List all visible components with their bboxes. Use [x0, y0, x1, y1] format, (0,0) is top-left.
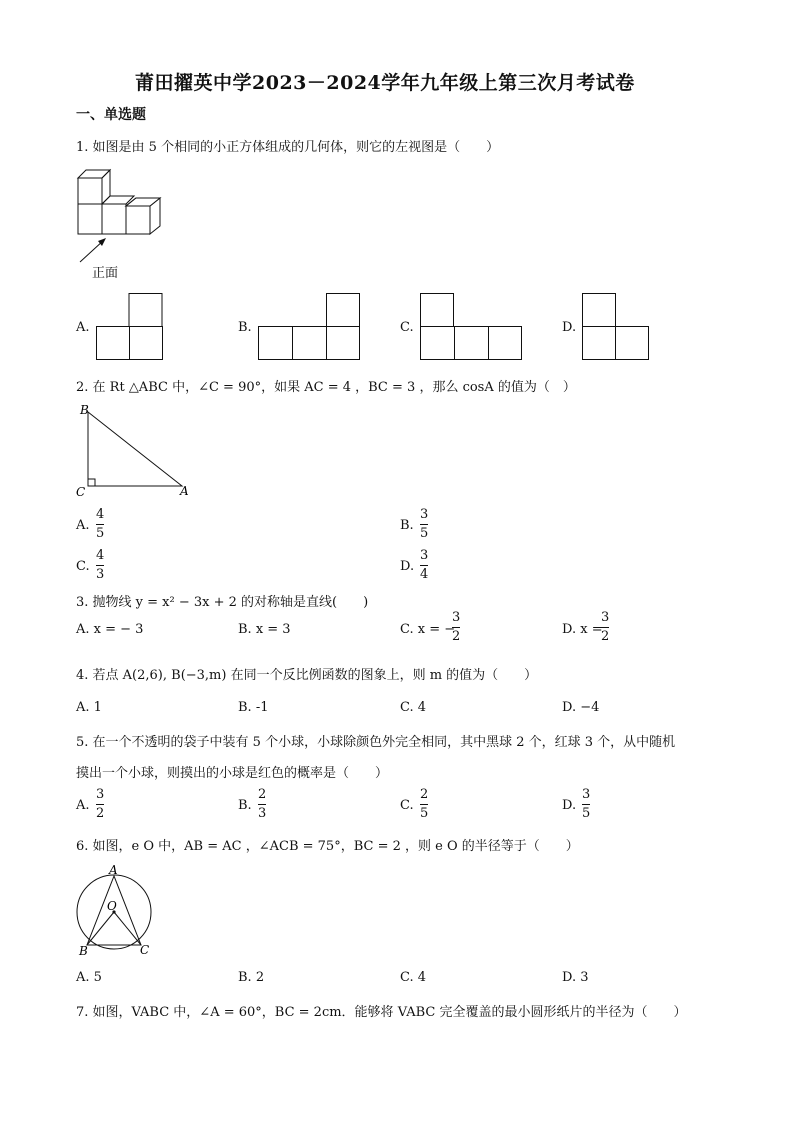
q1-option-b-figure[interactable] — [258, 293, 362, 361]
q2-option-b-fraction[interactable]: 3 5 — [420, 507, 429, 541]
q5-option-d-fraction[interactable]: 3 5 — [582, 787, 591, 821]
q3-option-a[interactable]: A. x = − 3 — [76, 622, 144, 637]
q6-option-d[interactable]: D. 3 — [562, 970, 589, 985]
q1-option-a-label: A. — [76, 320, 90, 335]
q2-vertex-a: A — [180, 484, 189, 498]
q6-vertex-b: B — [79, 944, 88, 958]
question-6-stem: 6. 如图，e O 中，AB = AC ，∠ACB = 75°，BC = 2 ，则 e O 的半径等于（ ） — [76, 839, 579, 854]
q5-option-b-fraction[interactable]: 2 3 — [258, 787, 267, 821]
q2-option-c-fraction[interactable]: 4 3 — [96, 548, 105, 582]
q1-option-b-label: B. — [238, 320, 252, 335]
q2-triangle-figure — [74, 402, 198, 498]
q6-vertex-a: A — [109, 863, 118, 877]
q4-option-b[interactable]: B. -1 — [238, 700, 269, 715]
q6-circle-figure — [74, 862, 158, 958]
q1-option-d-label: D. — [562, 320, 577, 335]
q1-option-d-figure[interactable] — [582, 293, 650, 361]
section-heading: 一、单选题 — [76, 107, 146, 123]
q5-option-c-fraction[interactable]: 2 5 — [420, 787, 429, 821]
q3-option-d[interactable]: D. x = — [562, 622, 603, 637]
q6-option-b[interactable]: B. 2 — [238, 970, 265, 985]
question-5-stem-line2: 摸出一个小球，则摸出的小球是红色的概率是（ ） — [76, 766, 389, 781]
page-title: 莆田擢英中学2023－2024学年九年级上第三次月考试卷 — [135, 72, 635, 94]
q4-option-c[interactable]: C. 4 — [400, 700, 427, 715]
question-5-stem-line1: 5. 在一个不透明的袋子中装有 5 个小球，小球除颜色外完全相同，其中黑球 2 个，红球 3 个，从中随机 — [76, 735, 676, 750]
q3-option-c[interactable]: C. x = − — [400, 622, 456, 637]
q5-option-a-label: A. — [76, 798, 90, 813]
q2-option-a-label: A. — [76, 518, 90, 533]
q3-option-d-fraction: 3 2 — [601, 610, 610, 644]
q6-vertex-c: C — [140, 943, 150, 957]
front-label: 正面 — [92, 266, 119, 281]
q4-option-d[interactable]: D. −4 — [562, 700, 600, 715]
q1-option-c-label: C. — [400, 320, 414, 335]
q3-option-b[interactable]: B. x = 3 — [238, 622, 291, 637]
question-2-stem: 2. 在 Rt △ABC 中，∠C = 90°，如果 AC = 4 ，BC = 3 ，那么 cosA 的值为（ ） — [76, 380, 576, 395]
q6-center-o: O — [107, 899, 117, 913]
q2-vertex-b: B — [80, 403, 89, 417]
q2-option-c-label: C. — [76, 559, 90, 574]
q6-option-a[interactable]: A. 5 — [76, 970, 102, 985]
q5-option-d-label: D. — [562, 798, 577, 813]
q6-option-c[interactable]: C. 4 — [400, 970, 427, 985]
question-4-stem: 4. 若点 A(2,6), B(−3,m) 在同一个反比例函数的图象上，则 m 的值为（ ） — [76, 668, 538, 683]
question-1-stem: 1. 如图是由 5 个相同的小正方体组成的几何体，则它的左视图是（ ） — [76, 140, 500, 155]
q5-option-a-fraction[interactable]: 3 2 — [96, 787, 105, 821]
q2-option-b-label: B. — [400, 518, 414, 533]
q2-vertex-c: C — [76, 485, 86, 499]
q1-option-c-figure[interactable] — [420, 293, 524, 361]
question-7-stem: 7. 如图，VABC 中，∠A = 60°，BC = 2cm．能够将 VABC 完全覆盖的最小圆形纸片的半径为（ ） — [76, 1005, 687, 1020]
q2-option-d-fraction[interactable]: 3 4 — [420, 548, 429, 582]
q2-option-d-label: D. — [400, 559, 415, 574]
q5-option-b-label: B. — [238, 798, 252, 813]
q2-option-a-fraction[interactable]: 4 5 — [96, 507, 105, 541]
q4-option-a[interactable]: A. 1 — [76, 700, 102, 715]
q3-option-c-fraction: 3 2 — [452, 610, 461, 644]
q1-solid-figure — [70, 168, 180, 280]
q5-option-c-label: C. — [400, 798, 414, 813]
question-3-stem: 3. 抛物线 y = x² − 3x + 2 的对称轴是直线( ) — [76, 595, 369, 610]
q1-option-a-figure[interactable] — [96, 293, 164, 361]
